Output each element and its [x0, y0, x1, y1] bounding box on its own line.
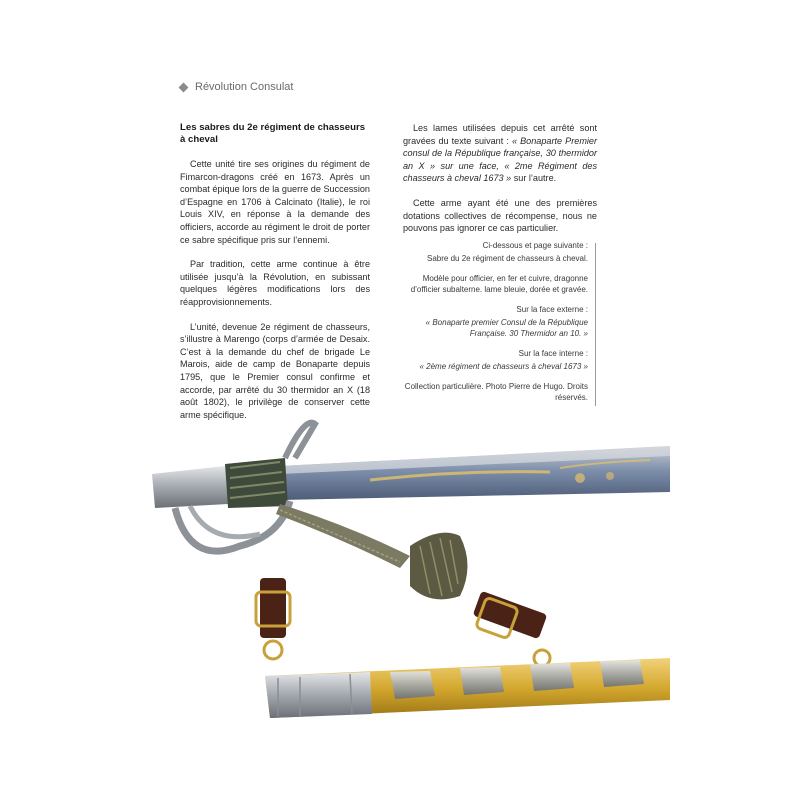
- engraving-intro: Les lames utilisées depuis cet arrêté sont gravées du texte suivant :: [403, 123, 597, 146]
- caption-line-3: Modèle pour officier, en fer et cuivre, dragonne d’officier subalterne. lame bleuie, dorée et gravée.: [410, 274, 588, 294]
- sabre-blade: [280, 446, 670, 500]
- scabbard-suspension-right: [473, 591, 550, 666]
- caption-line-4: Sur la face externe :: [516, 305, 588, 314]
- diamond-bullet-icon: [179, 82, 189, 92]
- caption-line-1: Ci-dessous et page suivante :: [482, 241, 588, 250]
- sword-knot-tassel: [410, 533, 468, 600]
- caption-line-2: Sabre du 2e régiment de chasseurs à cheval.: [427, 254, 588, 263]
- paragraph-origins: Cette unité tire ses origines du régiment de Fimarcon-dragons créé en 1673. Après un combat épique lors de la guerre de Succession d’Espagne en 1706 à Calcinato (Italie), le roi Louis XIV, en réponse à la demande des officiers, accorde au régiment le droit de porter ce sabre spécifique pris sur l’ennemi.: [180, 159, 370, 245]
- engraving-end: sur l’autre.: [511, 173, 557, 184]
- caption-line-5: « Bonaparte premier Consul de la République Française. 30 Thermidor an 10. »: [425, 318, 588, 338]
- caption-line-7: « 2ème régiment de chasseurs à cheval 1673 »: [419, 362, 588, 371]
- caption-line-6: Sur la face interne :: [518, 349, 588, 358]
- caption-line-8: Collection particulière. Photo Pierre de Hugo. Droits réservés.: [404, 382, 588, 402]
- article-heading: Les sabres du 2e régiment de chasseurs à cheval: [180, 122, 366, 145]
- paragraph-tradition: Par tradition, cette arme continue à être utilisée jusqu’à la Révolution, en subissant quelques légères modifications lors des réapprovisionnements.: [180, 259, 370, 307]
- sabre-photograph: [130, 396, 670, 748]
- paragraph-marengo: L’unité, devenue 2e régiment de chasseurs, s’illustre à Marengo (corps d’armée de Desaix. C’est à la demande du chef de brigade Le Marois, aide de camp de Bonaparte depuis 1795, que le Premier consul confirme et accorde, par arrêté du 30 thermidor an X (18 août 1802), le privilège de conserver cette arme spécifique.: [180, 321, 370, 420]
- right-column: [403, 122, 597, 247]
- paragraph-reward: Cette arme ayant été une des premières dotations collectives de récompense, nous ne pouvons pas ignorer ce cas particulier.: [403, 197, 597, 234]
- sword-knot-strap: [276, 504, 410, 568]
- section-title: Révolution Consulat: [195, 81, 294, 93]
- caption-divider: [595, 243, 596, 406]
- scabbard-suspension-left: [256, 578, 290, 659]
- left-column: [180, 122, 370, 433]
- paragraph-engraving: [403, 122, 597, 185]
- photo-caption: [400, 240, 588, 412]
- section-header: [180, 81, 293, 93]
- engraving-quote: « Bonaparte Premier consul de la République française, 30 thermidor an X » sur une face, « 2me Régiment des chasseurs à cheval 1673 »: [403, 135, 597, 184]
- scabbard: [265, 658, 670, 718]
